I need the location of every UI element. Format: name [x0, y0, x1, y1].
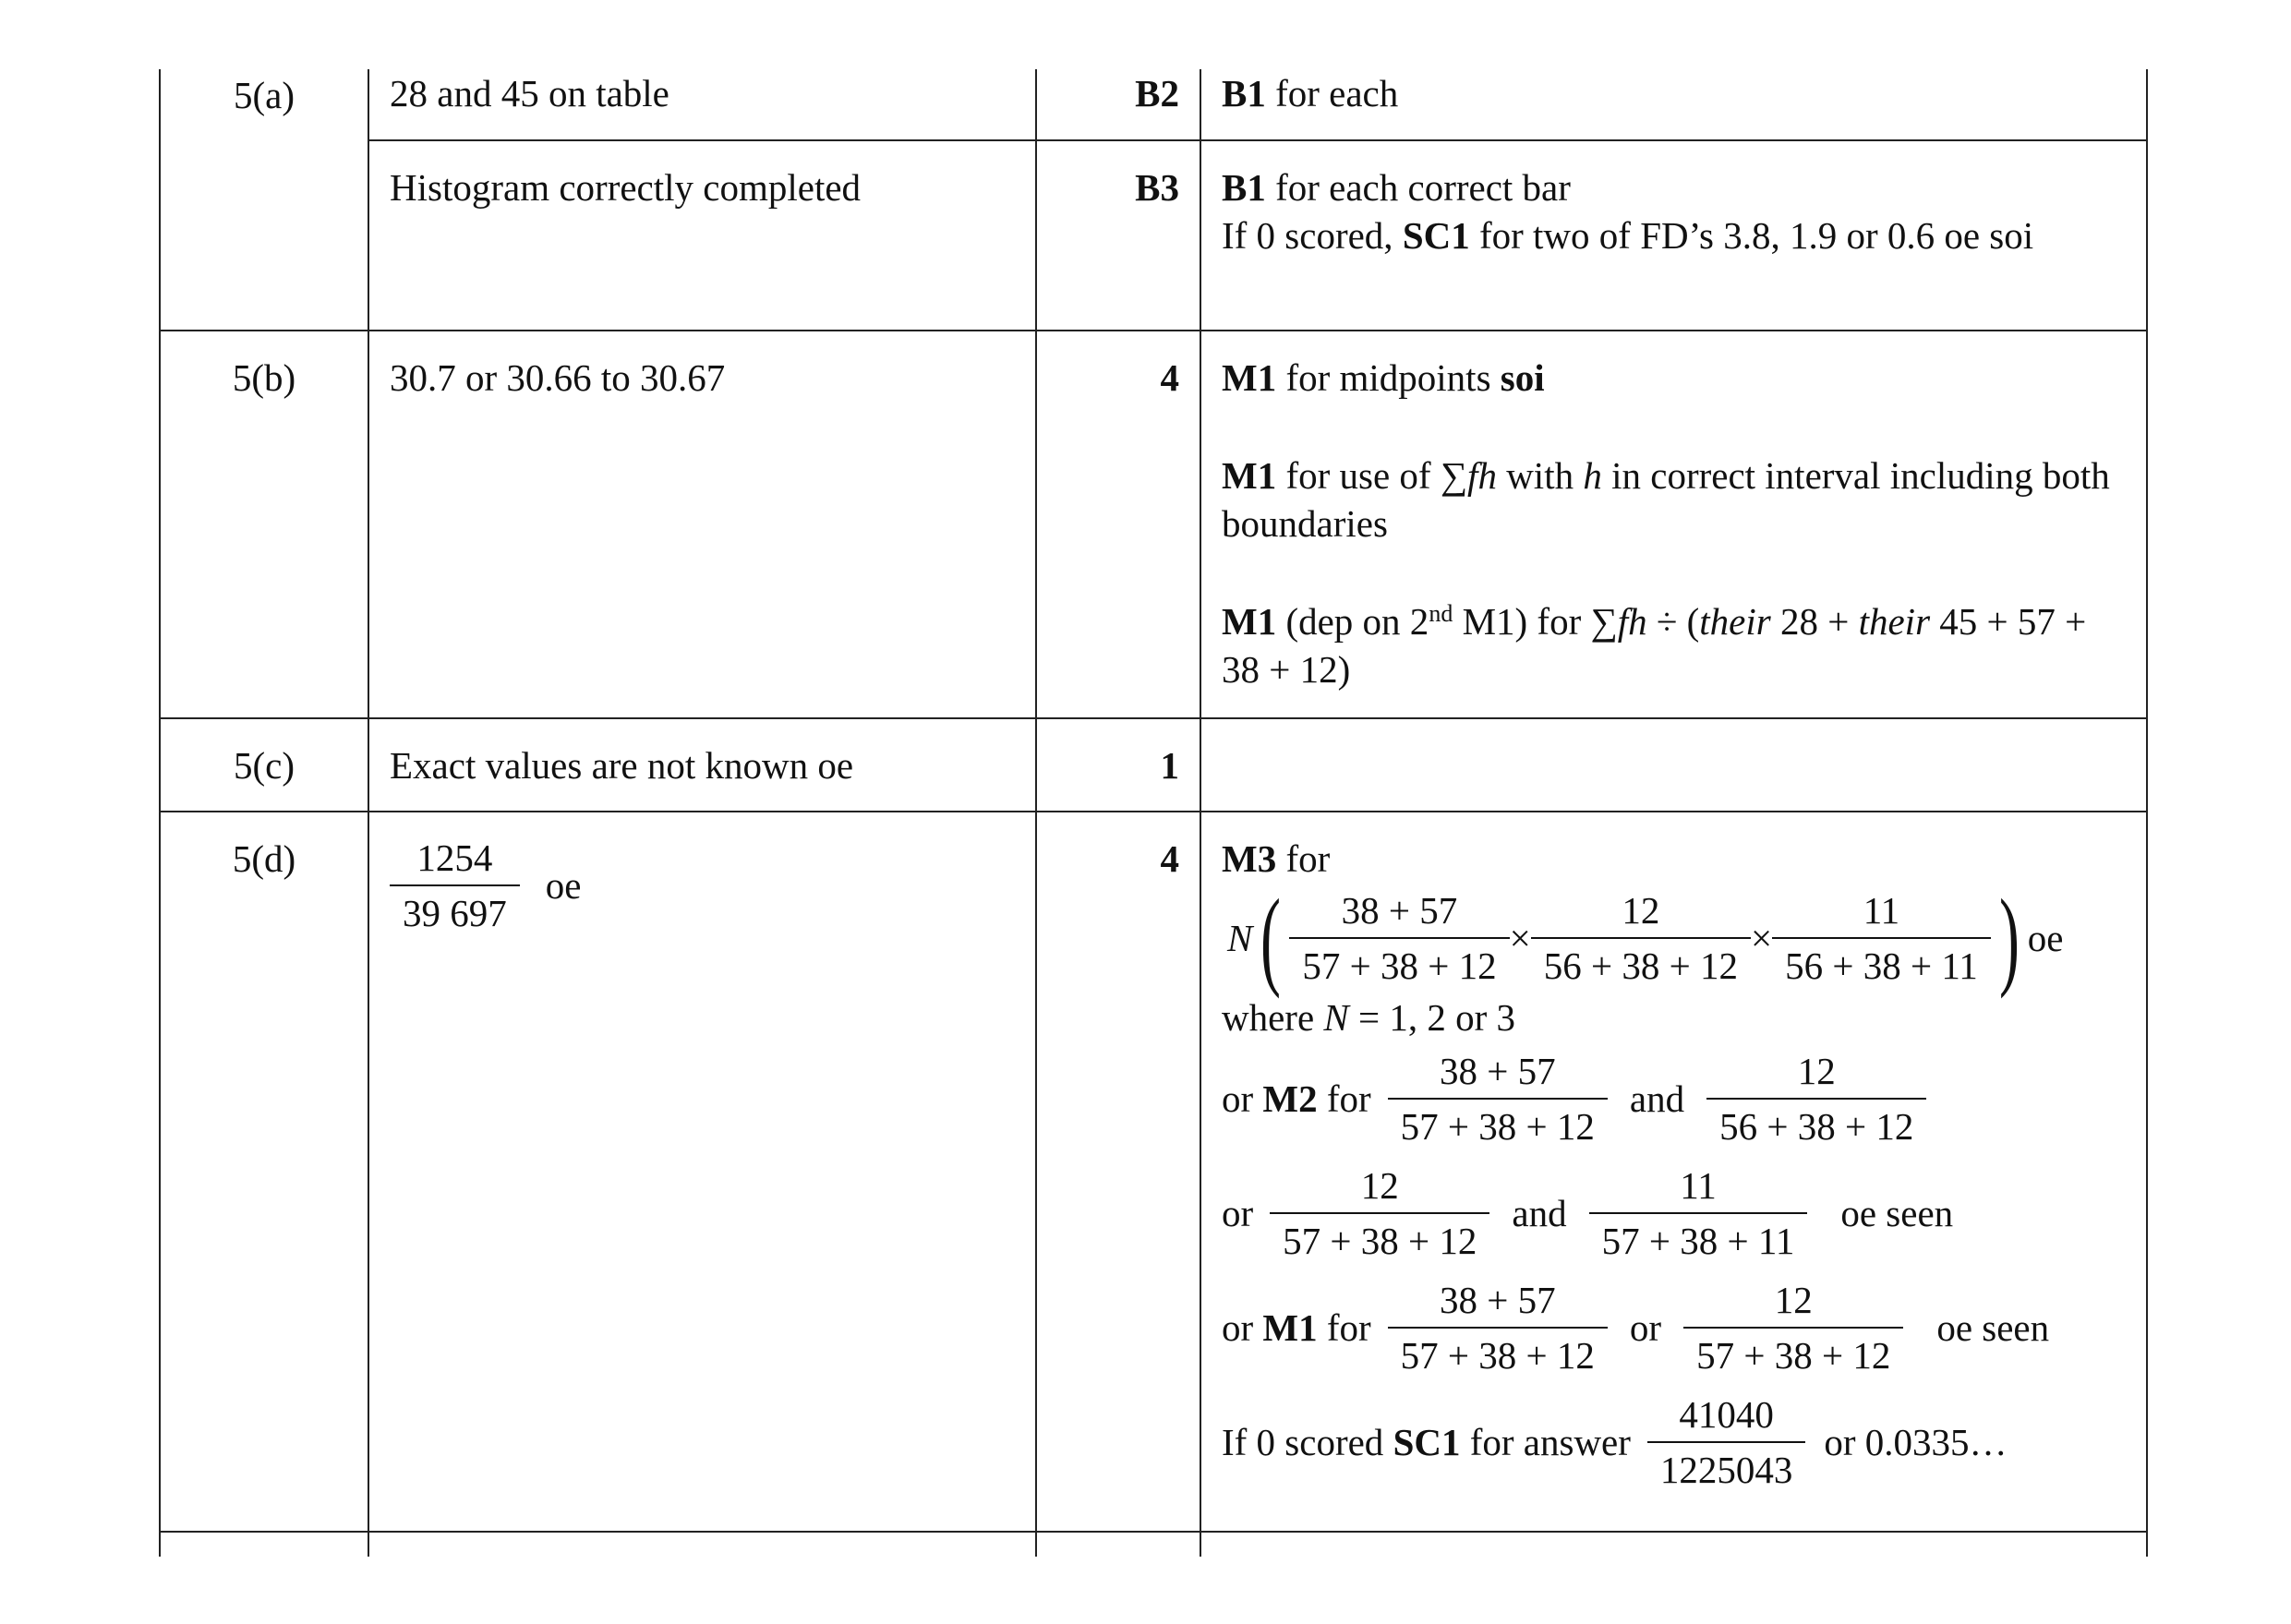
- or-word: or: [1629, 1306, 1662, 1349]
- empty-cell: [1036, 1532, 1200, 1557]
- fraction: [1270, 1159, 1489, 1268]
- ordinal-suffix: nd: [1429, 600, 1453, 627]
- m1-expression: [1222, 1270, 2128, 1385]
- answer-text: Exact values are not known oe: [390, 744, 854, 787]
- or-expression: [1222, 1156, 2128, 1270]
- empty-cell: [1200, 1532, 2147, 1557]
- guidance-text: 45 + 57 + 38 + 12): [1222, 600, 2087, 691]
- guidance-text: If 0 scored,: [1222, 214, 1403, 257]
- fraction-denominator: 56 + 38 + 12: [1706, 1098, 1926, 1153]
- question-number-text: 5(d): [232, 837, 296, 880]
- mark-scheme-table: [159, 69, 2148, 1557]
- marks-text: 1: [1160, 744, 1179, 787]
- table-row-continuation: [160, 1532, 2147, 1557]
- fraction-denominator: 57 + 38 + 12: [1388, 1098, 1608, 1153]
- answer-cell: [368, 812, 1036, 1532]
- table-row: [160, 140, 2147, 331]
- guidance-text: in correct interval including both boundaries: [1222, 454, 2110, 545]
- math-n: N: [1323, 996, 1349, 1039]
- oe-label: oe: [2027, 917, 2064, 959]
- fraction-denominator: 57 + 38 + 12: [1683, 1327, 1903, 1382]
- fraction-denominator: 57 + 38 + 12: [1289, 937, 1509, 992]
- mark-code: M1: [1222, 356, 1277, 399]
- guidance-text: with: [1496, 454, 1584, 497]
- marks-cell: [1036, 140, 1200, 331]
- fraction-numerator: 41040: [1679, 1393, 1774, 1436]
- fraction-numerator: 12: [1797, 1050, 1836, 1092]
- math-fh: fh: [1617, 600, 1647, 643]
- their-label: their: [1699, 600, 1771, 643]
- answer-cell: [368, 718, 1036, 812]
- answer-cell: [368, 331, 1036, 718]
- answer-cell: [368, 140, 1036, 331]
- guidance-text: = 1, 2 or 3: [1348, 996, 1516, 1039]
- left-paren: (: [1260, 876, 1282, 999]
- marks-cell: [1036, 331, 1200, 718]
- times-sign: ×: [1509, 917, 1531, 959]
- mark-code: B1: [1222, 166, 1266, 209]
- fraction-denominator: 56 + 38 + 11: [1772, 937, 1991, 992]
- fraction: [1388, 1044, 1608, 1153]
- mark-code: SC1: [1402, 214, 1470, 257]
- m3-expression: [1222, 876, 2128, 999]
- answer-text: 30.7 or 30.66 to 30.67: [390, 356, 726, 399]
- answer-cell: [368, 69, 1036, 140]
- mark-code: M1: [1222, 454, 1277, 497]
- guidance-cell: [1200, 718, 2147, 812]
- fraction-numerator: 38 + 57: [1439, 1279, 1556, 1321]
- marks-text: B3: [1135, 166, 1179, 209]
- guidance-text: for answer: [1460, 1421, 1631, 1463]
- fraction: [1388, 1273, 1608, 1382]
- oe-seen-label: oe seen: [1936, 1306, 2050, 1349]
- fraction: [1683, 1273, 1903, 1382]
- right-paren: ): [1998, 876, 2020, 999]
- guidance-text: 28 +: [1770, 600, 1859, 643]
- question-number-text: 5(b): [232, 356, 296, 399]
- math-n: N: [1227, 917, 1253, 959]
- marks-text: 4: [1160, 837, 1179, 880]
- mark-code: SC1: [1393, 1421, 1461, 1463]
- m2-expression: [1222, 1041, 2128, 1156]
- answer-fraction: [390, 831, 520, 940]
- fraction: [1772, 884, 1991, 992]
- guidance-cell: [1200, 69, 2147, 140]
- fraction: [1531, 884, 1751, 992]
- fraction: [1289, 884, 1509, 992]
- table-row: [160, 331, 2147, 718]
- table-row: [160, 812, 2147, 1532]
- guidance-text: ÷ (: [1646, 600, 1700, 643]
- fraction: [1647, 1388, 1806, 1497]
- mark-code: M1: [1262, 1306, 1318, 1349]
- fraction-denominator: 1225043: [1647, 1441, 1806, 1497]
- question-number: [160, 812, 368, 1532]
- fraction-numerator: 38 + 57: [1341, 889, 1458, 932]
- empty-cell: [368, 1532, 1036, 1557]
- fraction-numerator: 1254: [416, 836, 493, 879]
- mark-code: M1: [1222, 600, 1277, 643]
- table-row: [160, 718, 2147, 812]
- oe-seen-label: oe seen: [1840, 1192, 1954, 1234]
- marks-cell: [1036, 718, 1200, 812]
- guidance-cell: [1200, 140, 2147, 331]
- marks-cell: [1036, 69, 1200, 140]
- fraction-numerator: 38 + 57: [1439, 1050, 1556, 1092]
- guidance-text: (dep on 2: [1276, 600, 1429, 643]
- answer-text: 28 and 45 on table: [390, 72, 669, 114]
- their-label: their: [1858, 600, 1931, 643]
- math-h: h: [1583, 454, 1602, 497]
- question-number: [160, 718, 368, 812]
- mark-code: M2: [1262, 1077, 1318, 1120]
- guidance-text: or 0.0335…: [1824, 1421, 2008, 1463]
- guidance-text: where: [1222, 996, 1324, 1039]
- guidance-cell: [1200, 812, 2147, 1532]
- guidance-text: for: [1317, 1306, 1371, 1349]
- fraction: [1589, 1159, 1808, 1268]
- guidance-cell: [1200, 331, 2147, 718]
- guidance-text: for use of ∑: [1276, 454, 1468, 497]
- fraction: [1706, 1044, 1926, 1153]
- guidance-text: M1) for ∑: [1453, 600, 1618, 643]
- or-word: or: [1222, 1192, 1254, 1234]
- fraction-denominator: 57 + 38 + 12: [1270, 1212, 1489, 1268]
- oe-label: oe: [545, 864, 582, 907]
- guidance-text: or: [1222, 1306, 1263, 1349]
- question-number: [160, 69, 368, 331]
- and-word: and: [1512, 1192, 1567, 1234]
- sc1-expression: [1222, 1385, 2128, 1499]
- fraction-denominator: 56 + 38 + 12: [1531, 937, 1751, 992]
- guidance-text: for: [1276, 837, 1331, 880]
- fraction-numerator: 11: [1680, 1164, 1717, 1207]
- marks-text: 4: [1160, 356, 1179, 399]
- fraction-numerator: 11: [1863, 889, 1900, 932]
- question-number-text: 5(c): [233, 744, 295, 787]
- guidance-text: or: [1222, 1077, 1263, 1120]
- times-sign: ×: [1750, 917, 1773, 959]
- guidance-text: for midpoints: [1276, 356, 1501, 399]
- soi-label: soi: [1500, 356, 1545, 399]
- guidance-text: for each correct bar: [1265, 166, 1571, 209]
- question-number-text: 5(a): [233, 74, 295, 116]
- marks-text: B2: [1135, 72, 1179, 114]
- fraction-denominator: 57 + 38 + 11: [1589, 1212, 1808, 1268]
- fraction-numerator: 12: [1774, 1279, 1813, 1321]
- fraction-numerator: 12: [1622, 889, 1660, 932]
- guidance-text: for two of FD’s 3.8, 1.9 or 0.6 oe soi: [1469, 214, 2034, 257]
- guidance-text: for: [1317, 1077, 1371, 1120]
- table-row: [160, 69, 2147, 140]
- fraction-denominator: 39 697: [390, 884, 520, 940]
- marks-cell: [1036, 812, 1200, 1532]
- guidance-text: If 0 scored: [1222, 1421, 1393, 1463]
- mark-code: B1: [1222, 72, 1266, 114]
- question-number: [160, 331, 368, 718]
- empty-cell: [160, 1532, 368, 1557]
- fraction-denominator: 57 + 38 + 12: [1388, 1327, 1608, 1382]
- guidance-text: for each: [1265, 72, 1399, 114]
- and-word: and: [1629, 1077, 1685, 1120]
- answer-text: Histogram correctly completed: [390, 166, 862, 209]
- fraction-numerator: 12: [1360, 1164, 1399, 1207]
- mark-code: M3: [1222, 837, 1277, 880]
- math-fh: fh: [1467, 454, 1497, 497]
